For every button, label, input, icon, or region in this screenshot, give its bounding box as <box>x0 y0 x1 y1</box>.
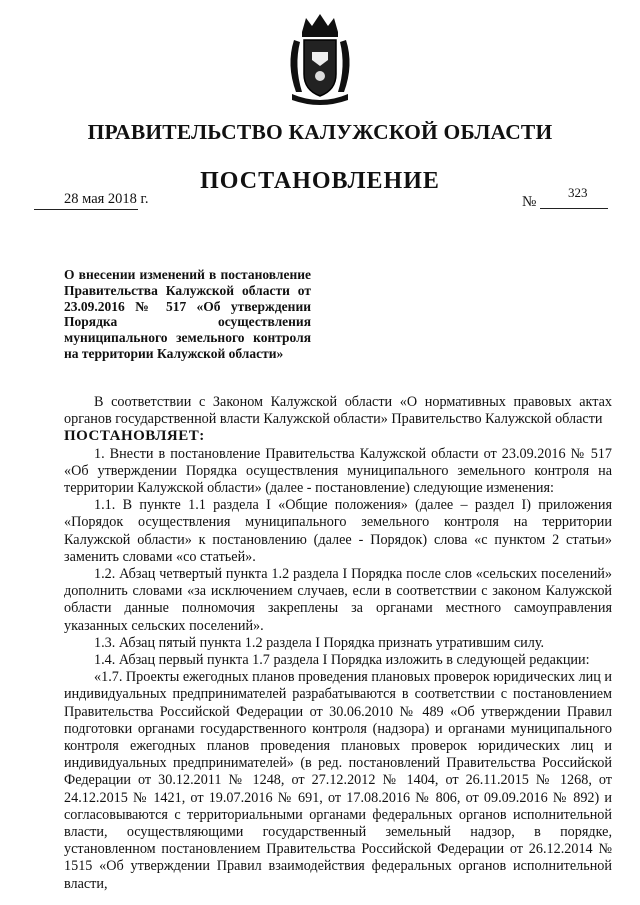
body-paragraph: 1.2. Абзац четвертый пункта 1.2 раздела I Порядка после слов «сельских поселений» дополнить словами «за исключением случаев, если в соответствии с законом Калужской области данные полномочия закреплены за органами местного самоуправления указанных сельских поселений». <box>64 566 612 634</box>
number-label: № <box>522 194 537 210</box>
body-paragraph: «1.7. Проекты ежегодных планов проведения плановых проверок юридических лиц и индивидуальных предпринимателей разрабатываются в соответствии с постановлением Правительства Российской Федерации от 30.06.2010 № 489 «Об утверждении Правил подготовки органами государственного контроля (надзора) и органами муниципального контроля ежегодных планов проведения плановых проверок юридических лиц и индивидуальных предпринимателей» (в ред. постановлений Правительства Российской Федерации от 30.12.2011 № 1248, от 27.12.2012 № 1404, от 26.11.2015 № 1268, от 24.12.2015 № 1421, от 19.07.2016 № 691, от 17.08.2016 № 806, от 09.09.2016 № 892) и согласовываются с территориальными органами федеральных органов исполнительной власти, осуществляющими государственный земельный надзор, в порядке, установленном постановлением Правительства Российской Федерации от 26.12.2014 № 1515 «Об утверждении Правил взаимодействия федеральных органов исполнительной власти, <box>64 669 612 892</box>
preamble-paragraph: В соответствии с Законом Калужской области «О нормативных правовых актах органов государственной власти Калужской области» Правительство Калужской области <box>64 394 612 428</box>
date-underline <box>34 209 138 210</box>
document-type-title: ПОСТАНОВЛЕНИЕ <box>200 168 440 194</box>
organization-name: ПРАВИТЕЛЬСТВО КАЛУЖСКОЙ ОБЛАСТИ <box>87 120 553 144</box>
body-paragraph: 1.1. В пункте 1.1 раздела I «Общие положения» (далее – раздел I) приложения «Порядок осуществления муниципального земельного контроля на территории Калужской области» к постановлению (далее - Порядок) слова «с пунктом 2 статьи» заменить словами «со статьей». <box>64 497 612 565</box>
document-number: 323 <box>568 185 588 200</box>
body-paragraph: 1.4. Абзац первый пункта 1.7 раздела I Порядка изложить в следующей редакции: <box>94 652 590 669</box>
document-body <box>64 394 612 893</box>
document-subject: О внесении изменений в постановление Правительства Калужской области от 23.09.2016 № 517 «Об утверждении Порядка осуществления муниципального земельного контроля на территории Калужской области» <box>64 267 311 361</box>
body-paragraph: 1.3. Абзац пятый пункта 1.2 раздела I Порядка признать утратившим силу. <box>94 634 545 651</box>
number-underline <box>540 208 608 209</box>
coat-of-arms-emblem <box>282 10 358 110</box>
body-paragraph: 1. Внести в постановление Правительства Калужской области от 23.09.2016 № 517 «Об утверждении Порядка осуществления муниципального земельного контроля на территории Калужской области» (далее - постановление) следующие изменения: <box>64 445 612 497</box>
document-date: 28 мая 2018 г. <box>64 191 149 207</box>
decree-word: ПОСТАНОВЛЯЕТ: <box>64 428 205 445</box>
